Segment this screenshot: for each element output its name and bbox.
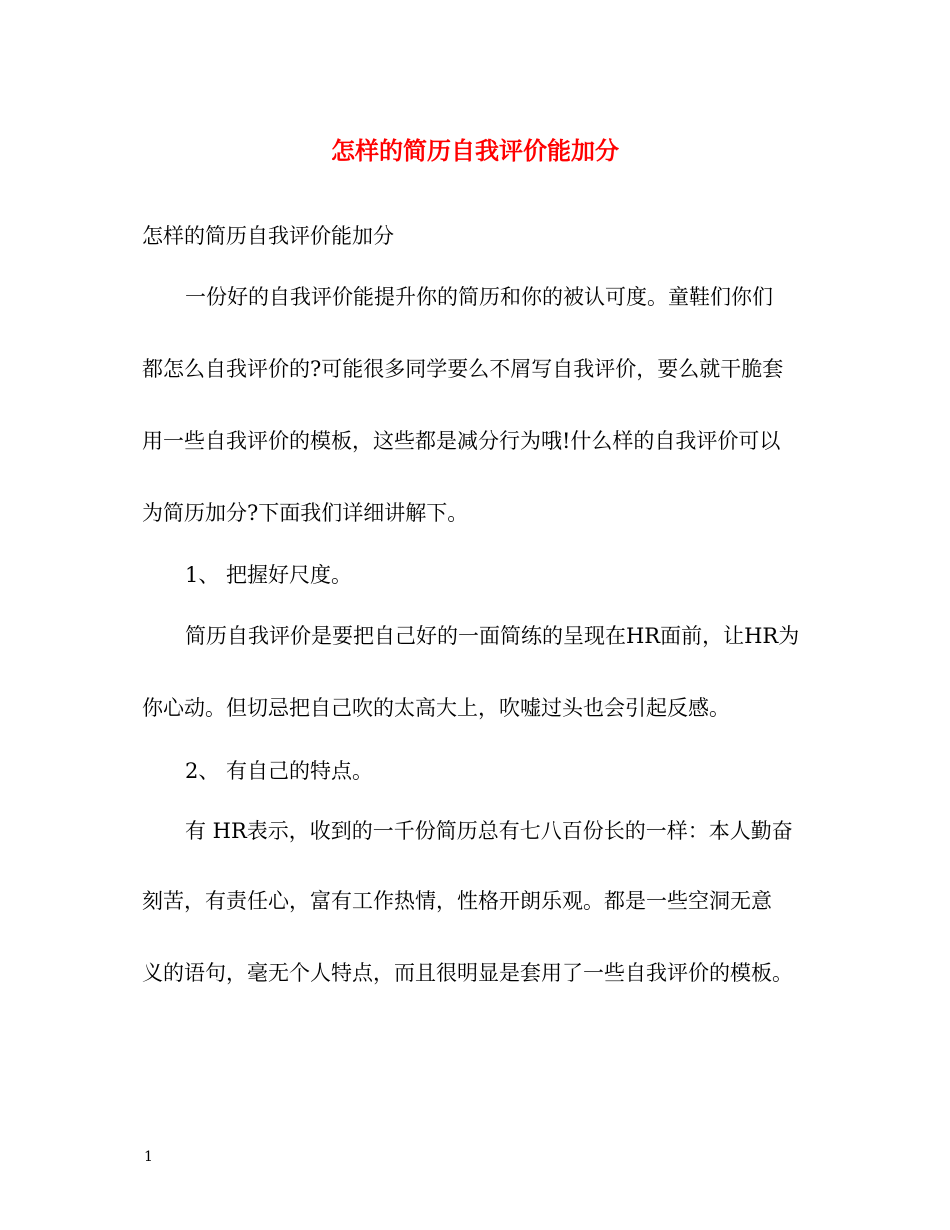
section-heading: 2、 有自己的特点。 bbox=[185, 759, 374, 783]
section-heading: 1、 把握好尺度。 bbox=[185, 563, 353, 587]
paragraph-line: 用一些自我评价的模板，这些都是减分行为哦!什么样的自我评价可以 bbox=[142, 429, 781, 453]
paragraph-line: 有 HR表示，收到的一千份简历总有七八百份长的一样：本人勤奋 bbox=[185, 819, 793, 843]
paragraph-line: 你心动。但切忌把自己吹的太高大上，吹嘘过头也会引起反感。 bbox=[142, 696, 730, 720]
page-title: 怎样的简历自我评价能加分 bbox=[331, 136, 619, 165]
page-number: 1 bbox=[144, 1149, 153, 1165]
paragraph-line: 刻苦，有责任心，富有工作热情，性格开朗乐观。都是一些空洞无意 bbox=[142, 889, 772, 913]
paragraph-line: 简历自我评价是要把自己好的一面简练的呈现在HR面前，让HR为 bbox=[185, 624, 800, 648]
paragraph-line: 义的语句，毫无个人特点，而且很明显是套用了一些自我评价的模板。 bbox=[142, 961, 793, 985]
paragraph-line: 为简历加分?下面我们详细讲解下。 bbox=[142, 501, 469, 525]
paragraph-line: 都怎么自我评价的?可能很多同学要么不屑写自我评价，要么就干脆套 bbox=[142, 357, 784, 381]
document-subtitle: 怎样的简历自我评价能加分 bbox=[142, 224, 394, 248]
paragraph-line: 一份好的自我评价能提升你的简历和你的被认可度。童鞋们你们 bbox=[185, 285, 773, 309]
